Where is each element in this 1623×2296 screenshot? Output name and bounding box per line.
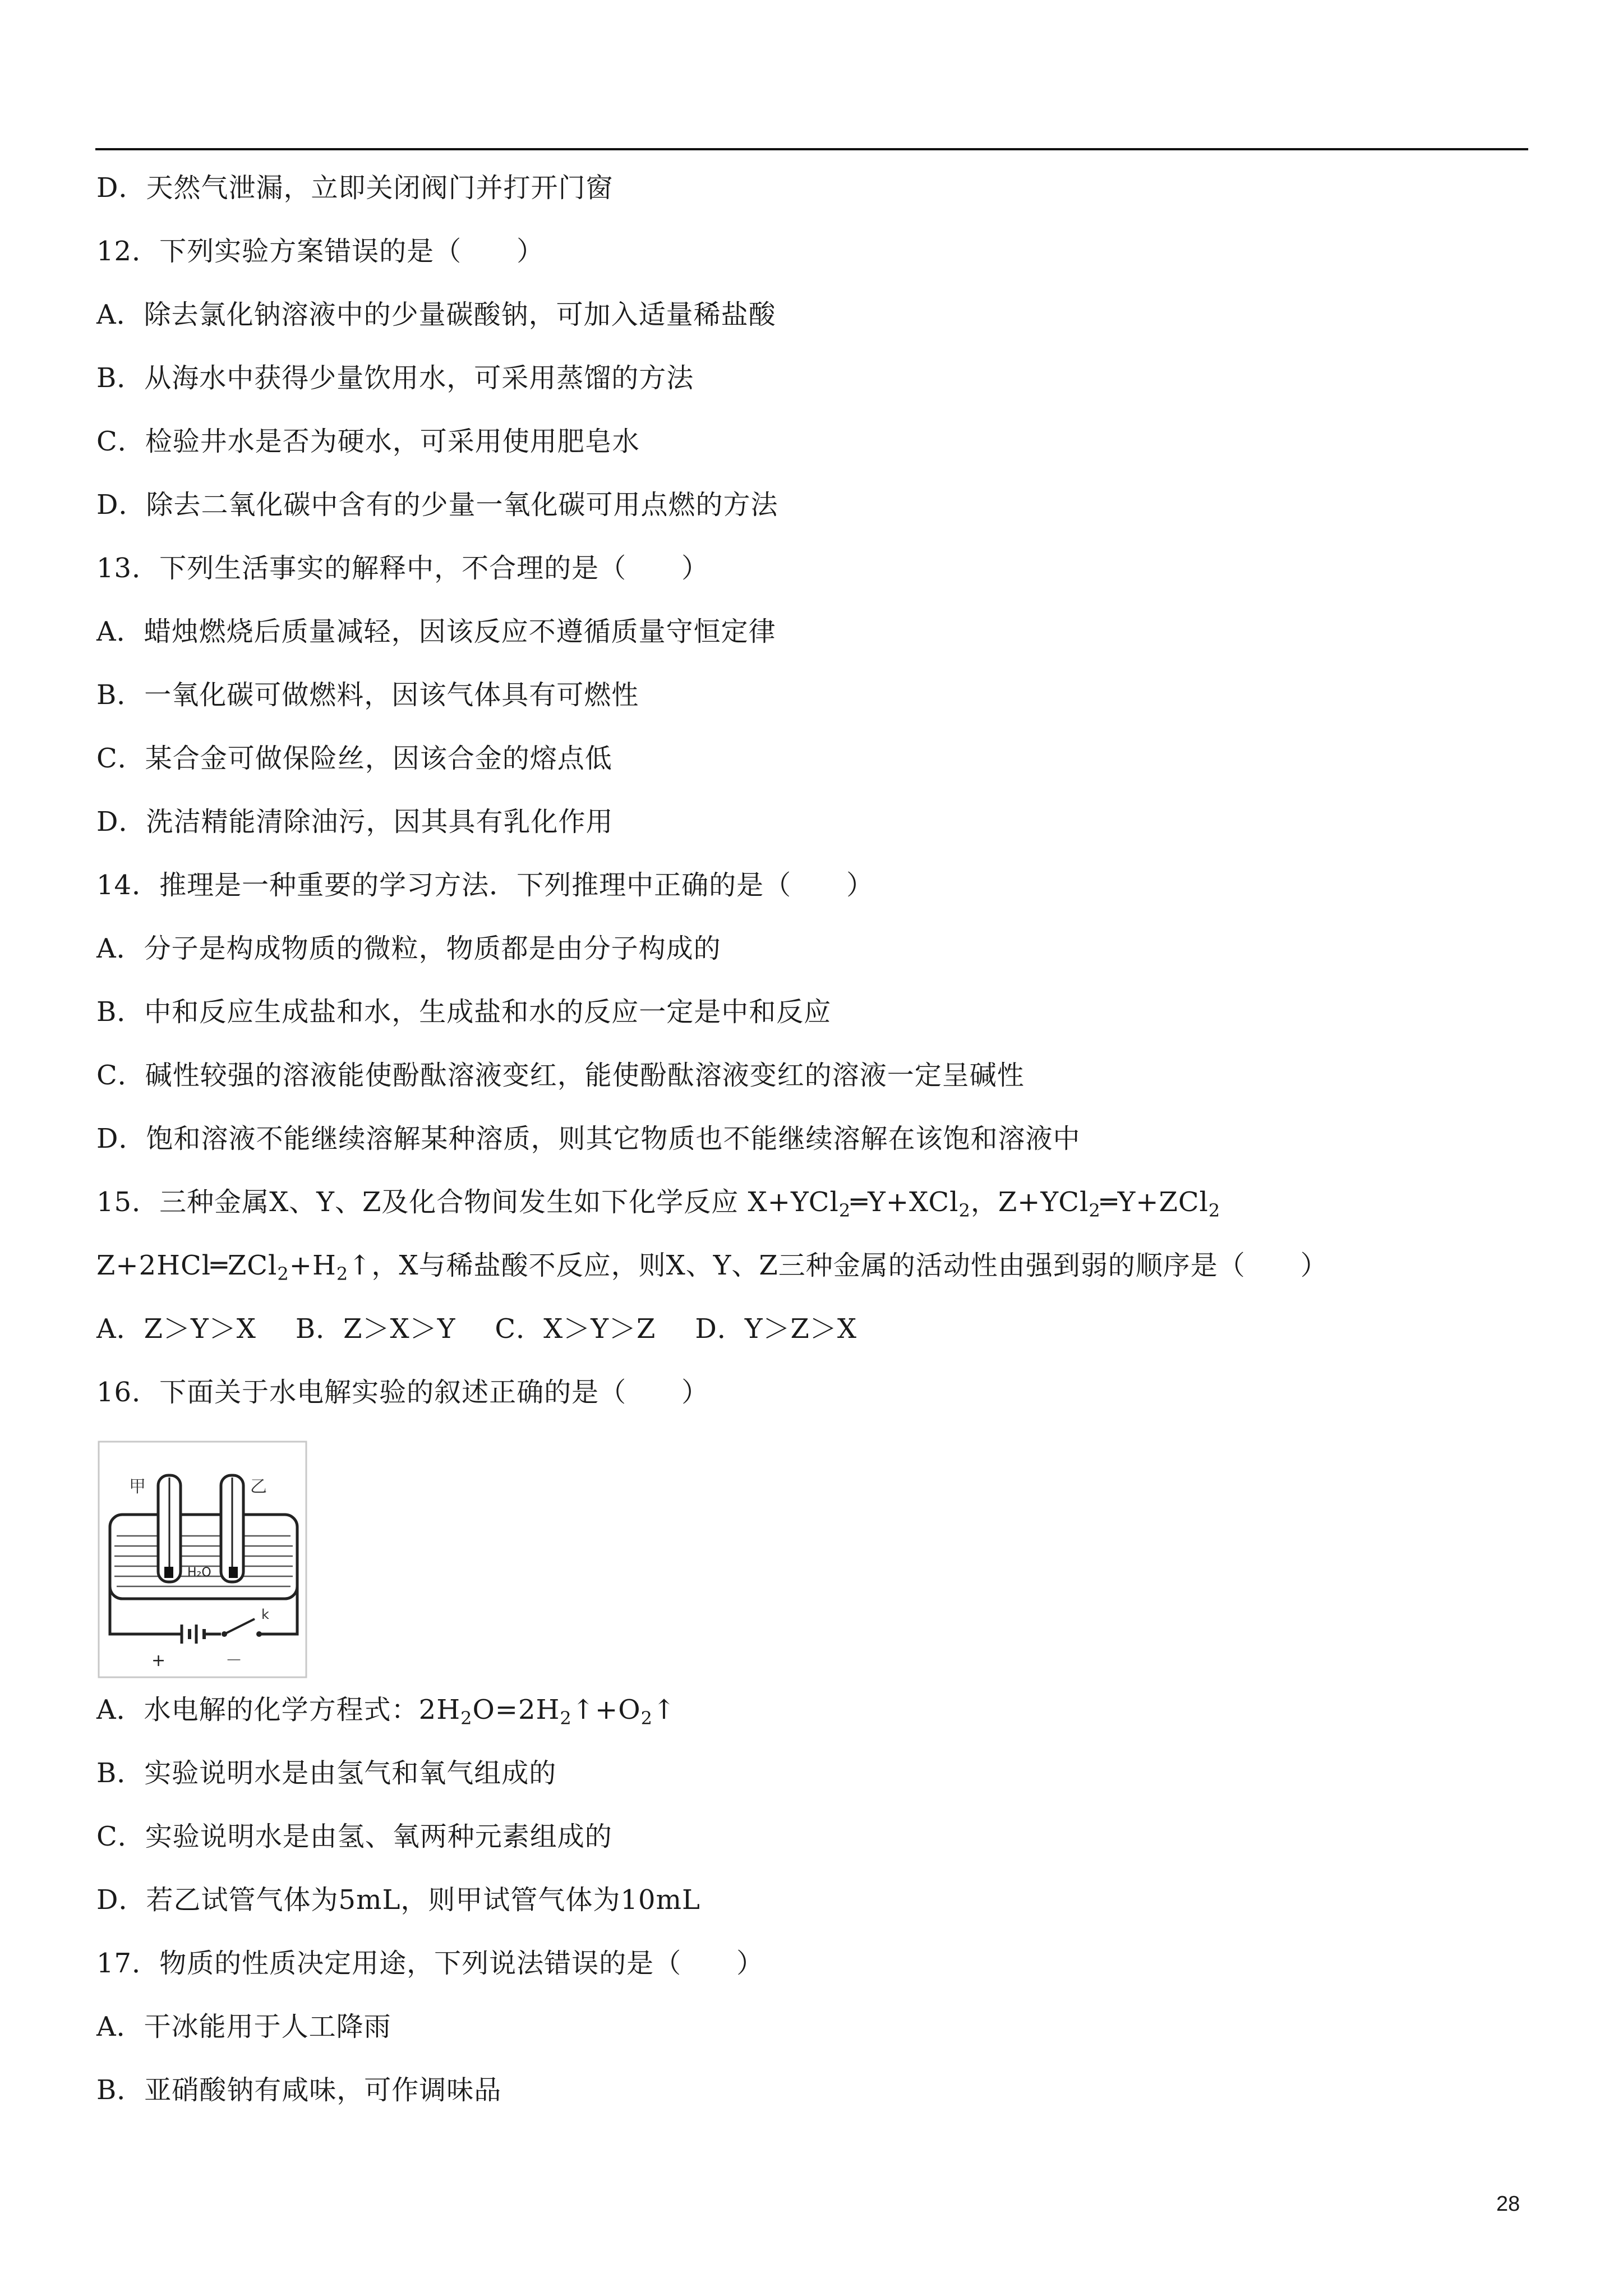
q13-option-b: B．一氧化碳可做燃料，因该气体具有可燃性 — [96, 679, 639, 711]
header-rule — [95, 148, 1528, 150]
q15-stem-line1: 15．三种金属X、Y、Z及化合物间发生如下化学反应 X+YCl$_2$═Y+XCl$_2$，Z+YCl$_2$═Y+ZCl$_2$ — [96, 1186, 1221, 1221]
q13-option-a: A．蜡烛燃烧后质量减轻，因该反应不遵循质量守恒定律 — [96, 616, 776, 647]
q14-option-a: A．分子是构成物质的微粒，物质都是由分子构成的 — [96, 933, 721, 964]
electrolysis-diagram — [98, 1441, 307, 1678]
q15-options — [96, 1312, 857, 1346]
q16-stem: 16．下面关于水电解实验的叙述正确的是（ ） — [96, 1377, 709, 1408]
q13-stem: 13．下列生活事实的解释中，不合理的是（ ） — [96, 553, 709, 584]
switch-label: k — [261, 1607, 269, 1622]
tube-label-right: 乙 — [250, 1477, 267, 1497]
q12-option-a: A．除去氯化钠溶液中的少量碳酸钠，可加入适量稀盐酸 — [96, 299, 776, 330]
q15-option-b: B．Z＞X＞Y — [295, 1313, 456, 1345]
q12-option-b: B．从海水中获得少量饮用水，可采用蒸馏的方法 — [96, 362, 694, 394]
q16-option-c: C．实验说明水是由氢、氧两种元素组成的 — [96, 1821, 612, 1852]
q14-stem: 14．推理是一种重要的学习方法．下列推理中正确的是（ ） — [96, 869, 874, 901]
minus-label: － — [225, 1651, 242, 1671]
q15-option-a: A．Z＞Y＞X — [96, 1313, 256, 1345]
q17-stem: 17．物质的性质决定用途，下列说法错误的是（ ） — [96, 1948, 764, 1979]
q13-option-d: D．洗洁精能清除油污，因其具有乳化作用 — [96, 806, 614, 838]
q12-stem: 12．下列实验方案错误的是（ ） — [96, 236, 545, 267]
q14-option-b: B．中和反应生成盐和水，生成盐和水的反应一定是中和反应 — [96, 996, 832, 1028]
q11-option-d: D．天然气泄漏，立即关闭阀门并打开门窗 — [96, 172, 614, 204]
q15-stem-line2: $Z+2HCl═ZCl_2+H_2↑$，X与稀盐酸不反应，则X、Y、Z三种金属的活动性由强到弱的顺序是（ ） — [96, 1250, 1328, 1285]
q17-option-b: B．亚硝酸钠有咸味，可作调味品 — [96, 2074, 502, 2106]
q15-option-d: D．Y＞Z＞X — [695, 1313, 857, 1345]
q14-option-c: C．碱性较强的溶液能使酚酞溶液变红，能使酚酞溶液变红的溶液一定呈碱性 — [96, 1060, 1025, 1091]
water-label: H₂O — [187, 1566, 211, 1580]
q14-option-d: D．饱和溶液不能继续溶解某种溶质，则其它物质也不能继续溶解在该饱和溶液中 — [96, 1123, 1081, 1154]
q15-option-c: C．X＞Y＞Z — [495, 1313, 656, 1345]
tube-label-left: 甲 — [129, 1477, 146, 1497]
q16-option-d: D．若乙试管气体为5mL，则甲试管气体为10mL — [96, 1884, 700, 1916]
page-number: 28 — [1496, 2192, 1520, 2216]
plus-label: + — [151, 1651, 166, 1671]
q17-option-a: A．干冰能用于人工降雨 — [96, 2011, 391, 2042]
q13-option-c: C．某合金可做保险丝，因该合金的熔点低 — [96, 743, 612, 774]
q12-option-d: D．除去二氧化碳中含有的少量一氧化碳可用点燃的方法 — [96, 489, 778, 521]
q12-option-c: C．检验井水是否为硬水，可采用使用肥皂水 — [96, 426, 640, 457]
q16-option-b: B．实验说明水是由氢气和氧气组成的 — [96, 1757, 557, 1789]
q16-option-a: A．水电解的化学方程式：$2H_2O=2H_2↑+O_2↑$ — [96, 1694, 676, 1729]
